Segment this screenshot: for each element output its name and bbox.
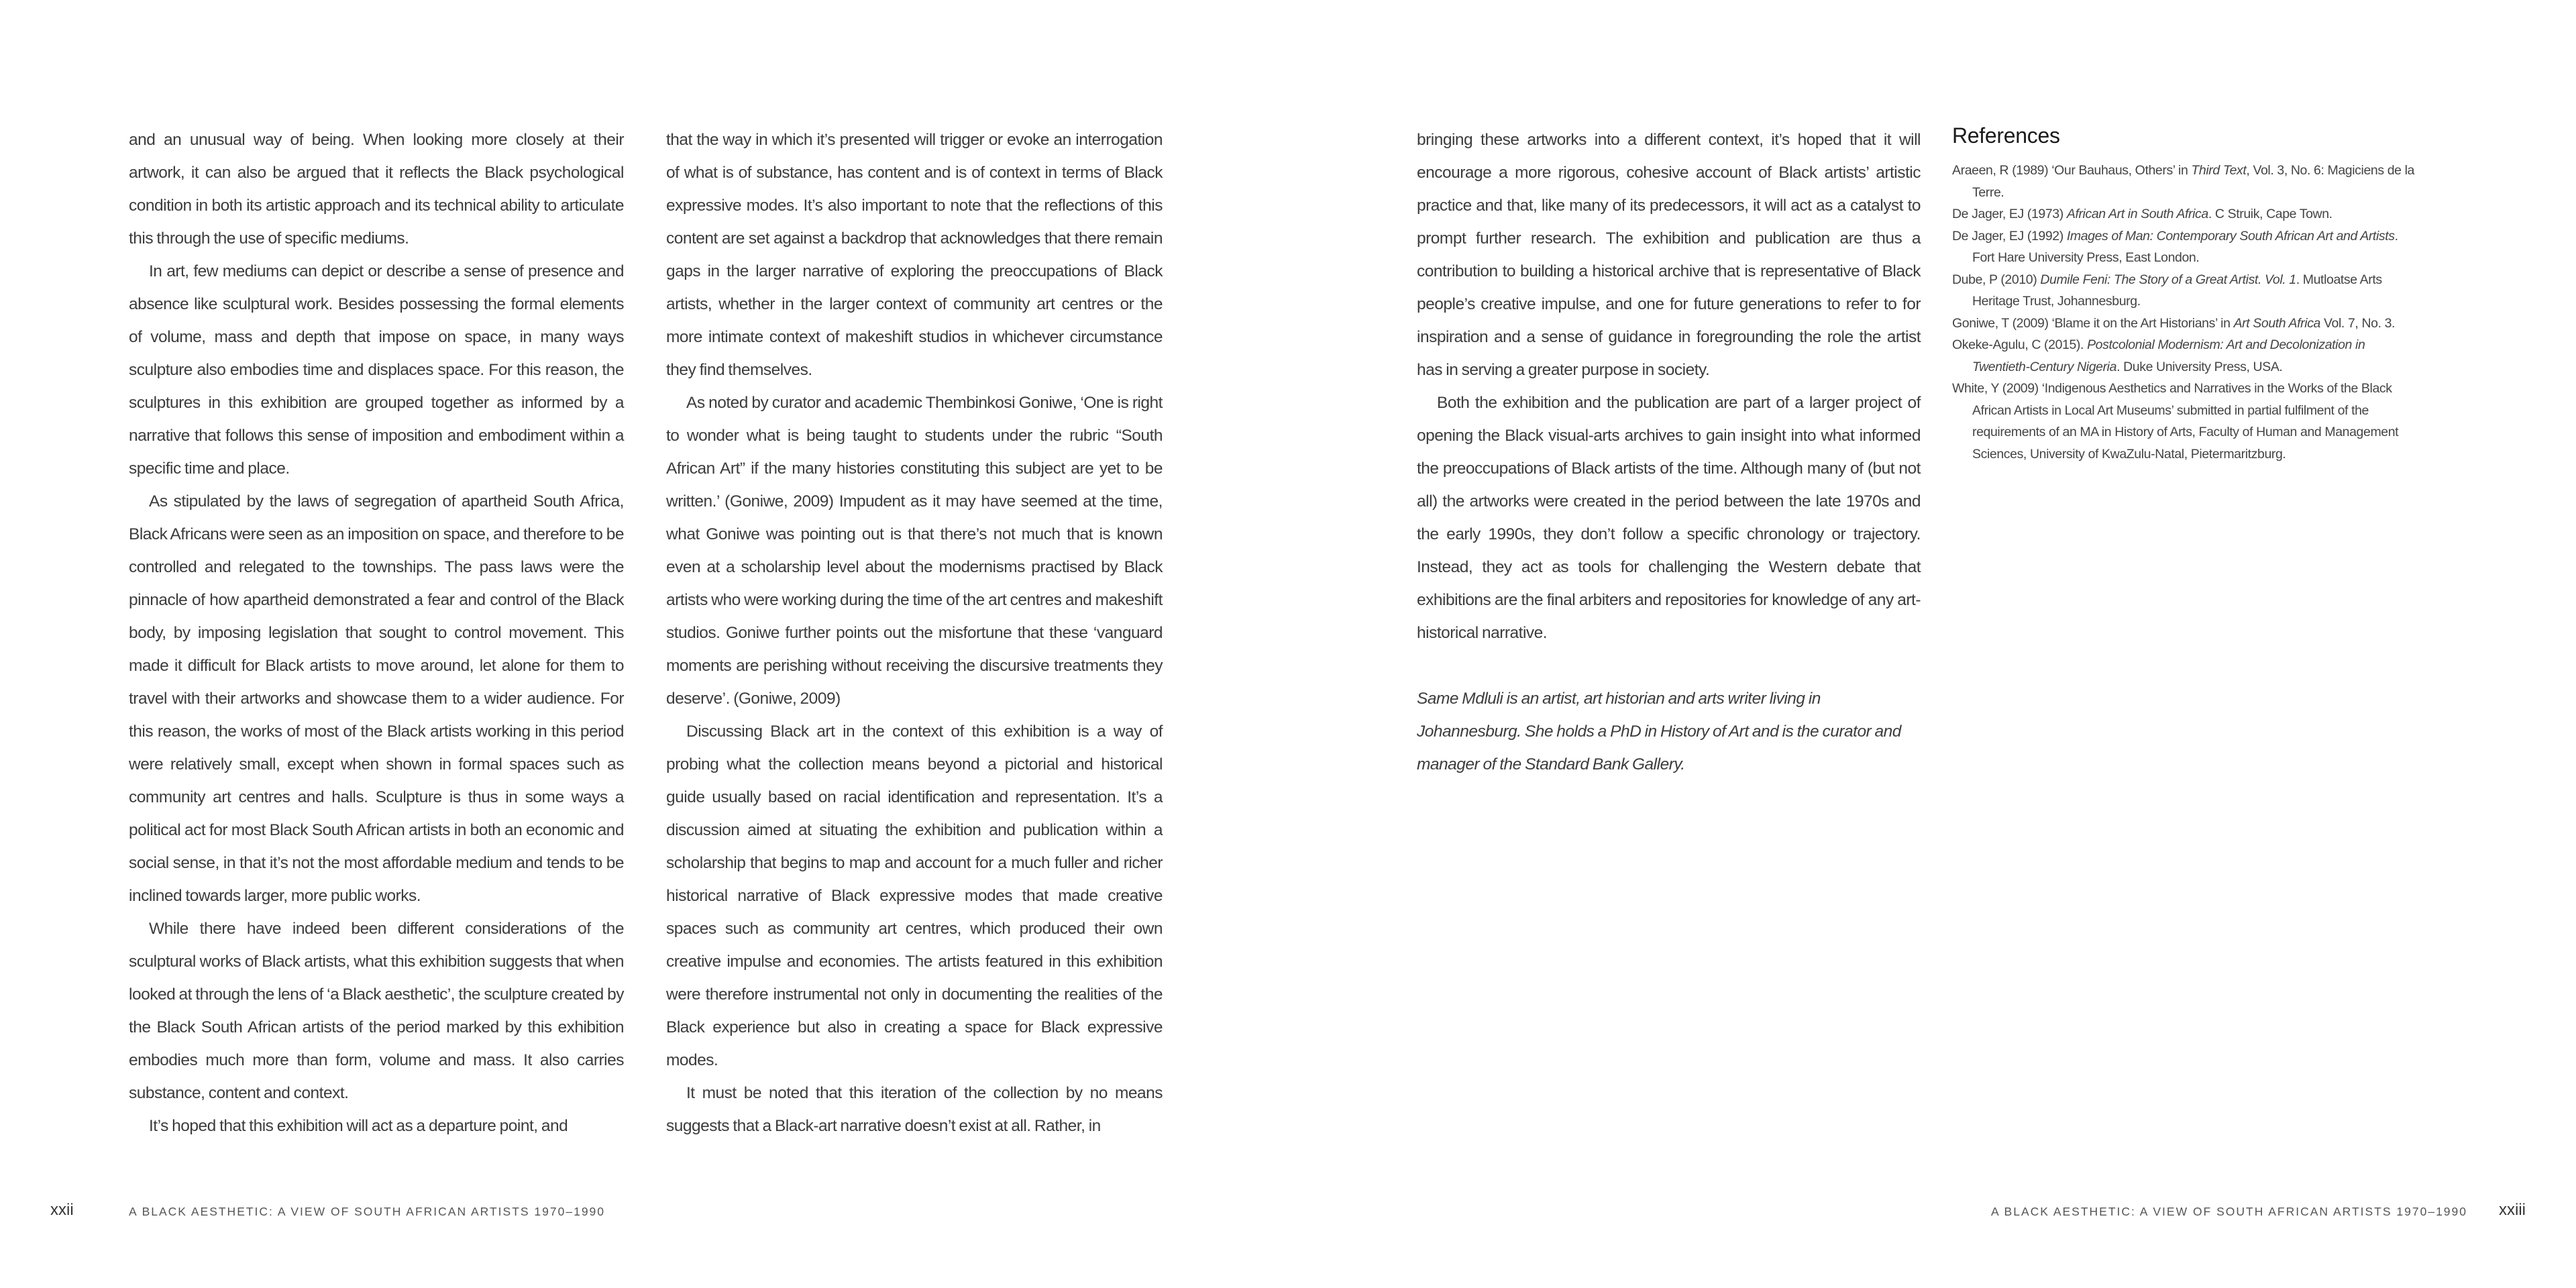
paragraph: Discussing Black art in the context of this exhibition is a way of probing what the collection means beyond a pictorial and historical guide usually based on racial identification and representation. It’s a discussion aimed at situating the exhibition and publication within a scholarship that begins to map and account for a much fuller and richer historical narrative of Black expressive modes that made creative spaces such as community art centres, which produced their own creative impulse and economies. The artists featured in this exhibition were therefore instrumental not only in documenting the realities of the Black experience but also in creating a space for Black expressive modes. bbox=[666, 722, 1163, 1069]
paragraph: It’s hoped that this exhibition will act as a departure point, and bbox=[149, 1117, 568, 1135]
reference-item: De Jager, EJ (1992) Images of Man: Contemporary South African Art and Artists. Fort Hare University Press, East London. bbox=[1952, 228, 2398, 265]
running-footer: A BLACK AESTHETIC: A VIEW OF SOUTH AFRICAN ARTISTS 1970–1990 bbox=[129, 1205, 606, 1218]
author-bio: Same Mdluli is an artist, art historian and arts writer living in Johannesburg. She holds a PhD in History of Art and is the curator and manager of the Standard Bank Gallery. bbox=[1417, 690, 1901, 773]
page-number: xxiii bbox=[2499, 1201, 2526, 1219]
left-column-2 bbox=[666, 123, 1163, 1142]
paragraph: bringing these artworks into a different context, it’s hoped that it will encourage a more rigorous, cohesive account of Black artists’ artistic practice and that, like many of its predecessors, it will act as a catalyst to prompt further research. The exhibition and publication are thus a contribution to building a historical archive that is representative of Black people’s creative impulse, and one for future generations to refer to for inspiration and a sense of guidance in foregrounding the role the artist has in serving a greater purpose in society. bbox=[1417, 131, 1921, 379]
paragraph: As noted by curator and academic Thembinkosi Goniwe, ‘One is right to wonder what is being taught to students under the rubric “South African Art” if the many histories constituting this subject are yet to be written.’ (Goniwe, 2009) Impudent as it may have seemed at the time, what Goniwe was pointing out is that there’s not much that is known even at a scholarship level about the modernisms practised by Black artists who were working during the time of the art centres and makeshift studios. Goniwe further points out the misfortune that these ‘vanguard moments are perishing without receiving the discursive treatments they deserve’. (Goniwe, 2009) bbox=[666, 394, 1163, 708]
paragraph: that the way in which it’s presented will trigger or evoke an interrogation of what is of substance, has content and is of context in terms of Black expressive modes. It’s also important to note that the reflections of this content are set against a backdrop that acknowledges that there remain gaps in the larger narrative of exploring the preoccupations of Black artists, whether in the larger context of community art centres or the more intimate context of makeshift studios in whichever circumstance they find themselves. bbox=[666, 131, 1163, 379]
reference-item: Araeen, R (1989) ‘Our Bauhaus, Others’ in Third Text, Vol. 3, No. 6: Magiciens de la Terre. bbox=[1952, 163, 2414, 200]
paragraph: As stipulated by the laws of segregation of apartheid South Africa, Black Africans were seen as an imposition on space, and therefore to be controlled and relegated to the townships. The pass laws were the pinnacle of how apartheid demonstrated a fear and control of the Black body, by imposing legislation that sought to control movement. This made it difficult for Black artists to move around, let alone for them to travel with their artworks and showcase them to a wider audience. For this reason, the works of most of the Black artists working in this period were relatively small, except when shown in formal spaces such as community art centres and halls. Sculpture is thus in some ways a political act for most Black South African artists in both an economic and social sense, in that it’s not the most affordable medium and tends to be inclined towards larger, more public works. bbox=[129, 492, 624, 905]
reference-item: White, Y (2009) ‘Indigenous Aesthetics and Narratives in the Works of the Black African Artists in Local Art Museums’ submitted in partial fulfilment of the requirements of an MA in History of Arts, Faculty of Human and Management Sciences, University of KwaZulu-Natal, Pietermaritzburg. bbox=[1952, 381, 2399, 462]
reference-item: Goniwe, T (2009) ‘Blame it on the Art Historians’ in Art South Africa Vol. 7, No. 3. bbox=[1952, 315, 2396, 331]
right-page bbox=[1288, 0, 2576, 1288]
running-footer: A BLACK AESTHETIC: A VIEW OF SOUTH AFRICAN ARTISTS 1970–1990 bbox=[1990, 1205, 2467, 1218]
references-heading: References bbox=[1952, 123, 2060, 148]
reference-item: Dube, P (2010) Dumile Feni: The Story of a Great Artist. Vol. 1. Mutloatse Arts Heritage Trust, Johannesburg. bbox=[1952, 272, 2382, 309]
references-list bbox=[1952, 160, 2422, 465]
paragraph: While there have indeed been different considerations of the sculptural works of Black artists, what this exhibition suggests that when looked at through the lens of ‘a Black aesthetic’, the sculpture created by the Black South African artists of the period marked by this exhibition embodies much more than form, volume and mass. It also carries substance, content and context. bbox=[129, 920, 624, 1102]
paragraph: and an unusual way of being. When looking more closely at their artwork, it can also be argued that it reflects the Black psychological condition in both its artistic approach and its technical ability to articulate this through the use of specific mediums. bbox=[129, 131, 624, 248]
left-column-1 bbox=[129, 123, 624, 1142]
reference-item: De Jager, EJ (1973) African Art in South Africa. C Struik, Cape Town. bbox=[1952, 207, 2332, 221]
reference-item: Okeke-Agulu, C (2015). Postcolonial Modernism: Art and Decolonization in Twentieth-Century Nigeria. Duke University Press, USA. bbox=[1952, 337, 2365, 374]
right-column-1 bbox=[1417, 123, 1921, 781]
page-number: xxii bbox=[50, 1201, 74, 1219]
references-section bbox=[1952, 119, 2422, 465]
paragraph: Both the exhibition and the publication are part of a larger project of opening the Black visual-arts archives to gain insight into what informed the preoccupations of Black artists of the time. Although many of (but not all) the artworks were created in the period between the late 1970s and the early 1990s, they don’t follow a specific chronology or trajectory. Instead, they act as tools for challenging the Western debate that exhibitions are the final arbiters and repositories for knowledge of any art-historical narrative. bbox=[1417, 394, 1921, 642]
paragraph: In art, few mediums can depict or describe a sense of presence and absence like sculptural work. Besides possessing the formal elements of volume, mass and depth that impose on space, in many ways sculpture also embodies time and displaces space. For this reason, the sculptures in this exhibition are grouped together as informed by a narrative that follows this sense of imposition and embodiment within a specific time and place. bbox=[129, 262, 624, 478]
paragraph: It must be noted that this iteration of the collection by no means suggests that a Black-art narrative doesn’t exist at all. Rather, in bbox=[666, 1084, 1163, 1135]
